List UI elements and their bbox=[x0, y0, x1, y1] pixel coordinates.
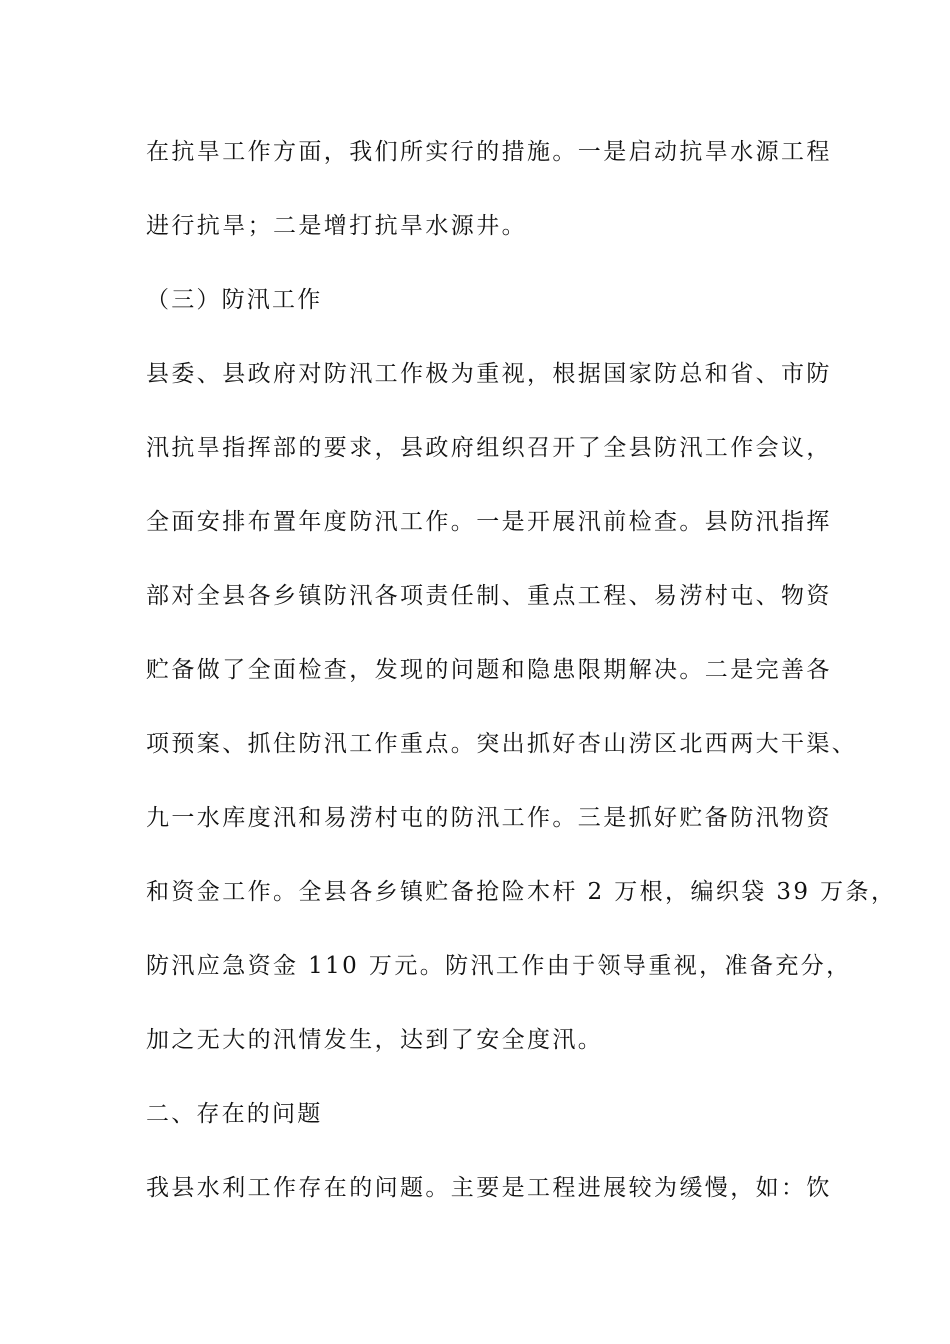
paragraph-line: 县委、县政府对防汛工作极为重视，根据国家防总和省、市防 bbox=[146, 361, 832, 387]
paragraph-line: 贮备做了全面检查，发现的问题和隐患限期解决。二是完善各 bbox=[146, 657, 832, 683]
paragraph-line: 我县水利工作存在的问题。主要是工程进展较为缓慢，如：饮 bbox=[146, 1175, 832, 1201]
paragraph-line: 防汛应急资金 110 万元。防汛工作由于领导重视，准备充分， bbox=[146, 953, 852, 979]
paragraph-line: 九一水库度汛和易涝村屯的防汛工作。三是抓好贮备防汛物资 bbox=[146, 805, 832, 831]
section-heading: 二、存在的问题 bbox=[146, 1101, 323, 1127]
paragraph-line: 全面安排布置年度防汛工作。一是开展汛前检查。县防汛指挥 bbox=[146, 509, 832, 535]
paragraph-line: 和资金工作。全县各乡镇贮备抢险木杆 2 万根，编织袋 39 万条， bbox=[146, 879, 897, 905]
paragraph-line: 加之无大的汛情发生，达到了安全度汛。 bbox=[146, 1027, 604, 1053]
paragraph-line: 在抗旱工作方面，我们所实行的措施。一是启动抗旱水源工程 bbox=[146, 139, 832, 165]
paragraph-line: 部对全县各乡镇防汛各项责任制、重点工程、易涝村屯、物资 bbox=[146, 583, 832, 609]
paragraph-line: 汛抗旱指挥部的要求，县政府组织召开了全县防汛工作会议， bbox=[146, 435, 832, 461]
paragraph-line: 项预案、抓住防汛工作重点。突出抓好杏山涝区北西两大干渠、 bbox=[146, 731, 858, 757]
paragraph-line: 进行抗旱；二是增打抗旱水源井。 bbox=[146, 213, 527, 239]
section-heading: （三）防汛工作 bbox=[146, 287, 323, 313]
